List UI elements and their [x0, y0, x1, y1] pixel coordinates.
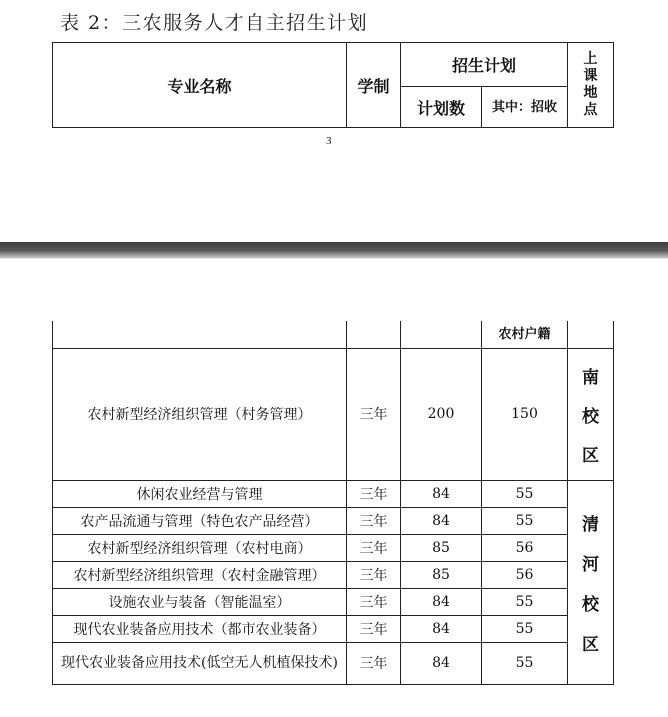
duration: 三年 [347, 534, 401, 561]
page-break [0, 242, 668, 258]
major-name: 农村新型经济组织管理（农村金融管理） [53, 561, 347, 588]
rural-count: 55 [482, 507, 568, 534]
major-name: 农村新型经济组织管理（农村电商） [53, 534, 347, 561]
plan-count: 84 [401, 480, 482, 507]
duration: 三年 [347, 588, 401, 615]
rural-count: 55 [482, 642, 568, 684]
campus-qinghe [568, 480, 614, 684]
header-location [568, 43, 614, 128]
campus-char: 校 [582, 406, 599, 427]
duration: 三年 [347, 561, 401, 588]
plan-count: 85 [401, 534, 482, 561]
campus-char: 南 [582, 367, 599, 388]
table-title: 表 2：三农服务人才自主招生计划 [60, 12, 369, 34]
header-duration: 学制 [347, 43, 401, 128]
duration: 三年 [347, 642, 401, 684]
header-continued-cell [53, 321, 347, 348]
campus-char: 校 [582, 594, 599, 615]
location-char: 点 [583, 102, 598, 118]
header-rural-part2: 农村户籍 [482, 321, 568, 348]
campus-south [568, 348, 614, 480]
campus-char: 河 [582, 554, 599, 575]
header-plan-count: 计划数 [401, 87, 482, 128]
plan-count: 200 [401, 348, 482, 480]
duration: 三年 [347, 348, 401, 480]
rural-count: 55 [482, 588, 568, 615]
header-rural-part1: 其中：招收 [482, 87, 568, 128]
header-table [52, 42, 614, 128]
plan-count: 84 [401, 507, 482, 534]
major-name: 农产品流通与管理（特色农产品经营） [53, 507, 347, 534]
major-name: 设施农业与装备（智能温室） [53, 588, 347, 615]
page-break-edge [0, 258, 668, 259]
rural-count: 56 [482, 534, 568, 561]
campus-char: 区 [582, 445, 599, 466]
page-number: 3 [326, 135, 332, 147]
header-major: 专业名称 [53, 43, 347, 128]
campus-char: 清 [582, 514, 599, 535]
rural-count: 55 [482, 615, 568, 642]
plan-count: 84 [401, 615, 482, 642]
major-name: 农村新型经济组织管理（村务管理） [53, 348, 347, 480]
rural-count: 55 [482, 480, 568, 507]
header-continued-cell [347, 321, 401, 348]
location-char: 课 [583, 68, 598, 84]
header-plan: 招生计划 [401, 43, 568, 87]
major-name: 休闲农业经营与管理 [53, 480, 347, 507]
duration: 三年 [347, 615, 401, 642]
rural-count: 56 [482, 561, 568, 588]
location-char: 地 [583, 85, 598, 101]
plan-count: 84 [401, 642, 482, 684]
duration: 三年 [347, 480, 401, 507]
plan-count: 84 [401, 588, 482, 615]
major-name: 现代农业装备应用技术(低空无人机植保技术) [53, 642, 347, 684]
location-char: 上 [583, 51, 598, 67]
rural-count: 150 [482, 348, 568, 480]
plan-count: 85 [401, 561, 482, 588]
header-continued-cell [568, 321, 614, 348]
header-continued-cell [401, 321, 482, 348]
major-name: 现代农业装备应用技术（都市农业装备） [53, 615, 347, 642]
plan-table [52, 321, 614, 685]
duration: 三年 [347, 507, 401, 534]
campus-char: 区 [582, 634, 599, 655]
